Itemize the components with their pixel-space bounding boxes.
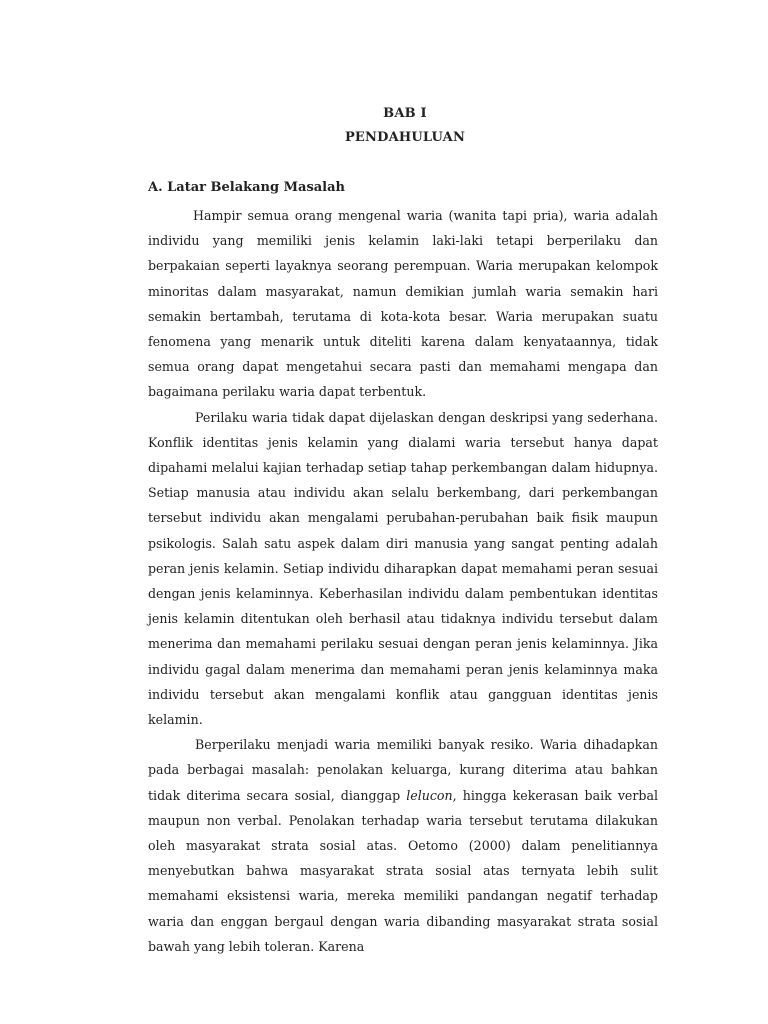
italic-term: lelucon [406,787,453,803]
paragraph-1: Hampir semua orang mengenal waria (wanita tapi pria), waria adalah individu yang memiliki jenis kelamin laki-laki tetapi berperilaku dan berpakaian seperti layaknya seorang perempuan. Waria merupakan kelompok minoritas dalam masyarakat, namun demikian jumlah waria semakin hari semakin bertambah, terutama di kota-kota besar. Waria merupakan suatu fenomena yang menarik untuk diteliti karena dalam kenyataannya, tidak semua orang dapat mengetahui secara pasti dan memahami mengapa dan bagaimana perilaku waria dapat terbentuk. [148,208,658,400]
paragraph-3 [148,732,658,959]
chapter-number: BAB I [383,106,427,121]
body-text [148,203,658,959]
paragraph-3-end: , hingga kekerasan baik verbal maupun non verbal. Penolakan terhadap waria tersebut terutama dilakukan oleh masyarakat strata sosial atas. Oetomo (2000) dalam penelitiannya menyebutkan bahwa masyarakat strata sosial atas ternyata lebih sulit memahami eksistensi waria, mereka memiliki pandangan negatif terhadap waria dan enggan bergaul dengan waria dibanding masyarakat strata sosial bawah yang lebih toleran. Karena [148,787,659,954]
chapter-title: PENDAHULUAN [344,130,466,145]
section-heading: A. Latar Belakang Masalah [148,180,345,195]
paragraph-3-start: Berperilaku menjadi waria memiliki banyak resiko. Waria dihadapkan pada berbagai masalah: penolakan keluarga, kurang diterima atau bahkan tidak diterima secara sosial, dianggap [148,737,658,803]
paragraph-2: Perilaku waria tidak dapat dijelaskan dengan deskripsi yang sederhana. Konflik identitas jenis kelamin yang dialami waria tersebut hanya dapat dipahami melalui kajian terhadap setiap tahap perkembangan dalam hidupnya. Setiap manusia atau individu akan selalu berkembang, dari perkembangan tersebut individu akan mengalami perubahan-perubahan baik fisik maupun psikologis. Salah satu aspek dalam diri manusia yang sangat penting adalah peran jenis kelamin. Setiap individu diharapkan dapat memahami peran sesuai dengan jenis kelaminnya. Keberhasilan individu dalam pembentukan identitas jenis kelamin ditentukan oleh berhasil atau tidaknya individu tersebut dalam menerima dan memahami perilaku sesuai dengan peran jenis kelaminnya. Jika individu gagal dalam menerima dan memahami peran jenis kelaminnya maka individu tersebut akan mengalami konflik atau gangguan identitas jenis kelamin. [148,409,658,728]
